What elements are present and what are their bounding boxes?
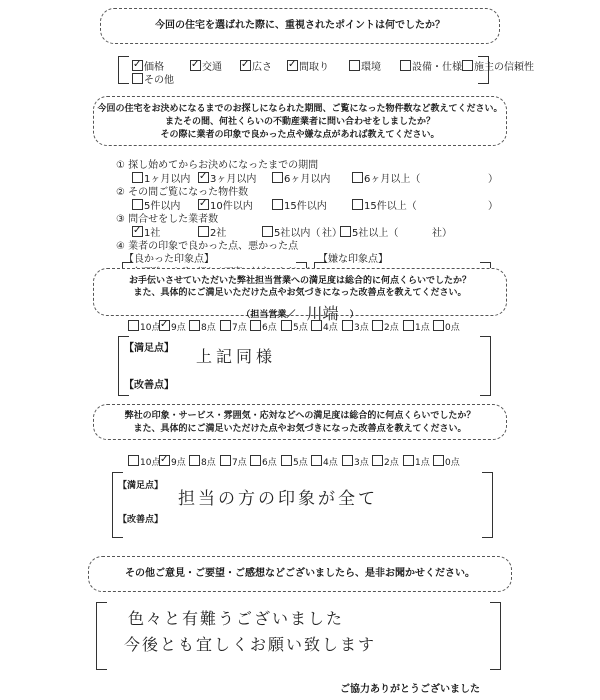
q3-rep-line	[94, 299, 506, 322]
checkbox-icon[interactable]	[272, 199, 283, 210]
option-label: 5点	[293, 458, 308, 468]
option-label: 7点	[232, 458, 247, 468]
option-label: 5点	[293, 323, 308, 333]
q2-sub1-option	[352, 170, 420, 185]
q3-line1: お手伝いさせていただいた弊社担当営業への満足度は総合的に何点くらいでしたか？	[128, 276, 471, 286]
checkbox-icon[interactable]	[281, 320, 292, 331]
option-label: 間取り	[299, 62, 329, 73]
q3-score-option	[433, 320, 460, 333]
q4-satisfied-text: 担当の方の印象が全て	[178, 489, 378, 509]
option-label: 6ヶ月以上（	[364, 174, 421, 185]
option-label: 5件以内	[144, 201, 181, 212]
q4-score-option	[433, 455, 460, 468]
checkbox-icon[interactable]	[403, 320, 414, 331]
checkbox-icon[interactable]	[287, 60, 298, 71]
q2-sub4-title: ④ 業者の印象で良かった点、悪かった点	[116, 241, 299, 252]
q5-bracket-right	[490, 602, 501, 670]
q2-sub3-option	[340, 224, 398, 239]
option-label: 6ヶ月以内	[284, 174, 331, 185]
q3-score-option	[372, 320, 399, 333]
option-label: 4点	[323, 323, 338, 333]
checkbox-icon[interactable]	[198, 172, 209, 183]
checkbox-icon[interactable]	[220, 455, 231, 466]
q3-score-option	[311, 320, 338, 333]
option-label: 環境	[361, 62, 381, 73]
q2-sub3-title: ③ 問合せをした業者数	[116, 214, 219, 225]
option-label: 1点	[415, 458, 430, 468]
q2-bad-label: 【嫌な印象点】	[318, 254, 388, 265]
option-label: 8点	[201, 323, 216, 333]
q4-score-option	[403, 455, 430, 468]
option-label: 6点	[262, 323, 277, 333]
q3-score-option	[220, 320, 247, 333]
option-label: 1点	[415, 323, 430, 333]
option-label: 9点	[171, 458, 186, 468]
q5-answer-line2: 今後とも宜しくお願い致します	[124, 635, 377, 654]
checkbox-icon[interactable]	[311, 320, 322, 331]
checkbox-icon[interactable]	[352, 199, 363, 210]
q4-score-option	[128, 455, 160, 468]
q2-sub2-option	[272, 197, 327, 212]
option-label: 3点	[354, 458, 369, 468]
q4-question-box	[93, 404, 507, 440]
q5-question-box	[88, 556, 512, 592]
q4-satisfied-label: 【満足点】	[118, 481, 164, 491]
q3-score-option	[281, 320, 308, 333]
q3-score-option	[159, 320, 186, 333]
q2-line3: その際に業者の印象で良かった点や嫌な点があれば教えてください。	[160, 130, 440, 140]
q2-sub1-close: ）	[488, 174, 498, 185]
q4-score-option	[311, 455, 338, 468]
checkbox-icon[interactable]	[433, 320, 444, 331]
q3-line3-close: ）	[349, 310, 359, 320]
option-label: 設備・仕様	[412, 62, 462, 73]
q1-question: 今回の住宅を選ばれた際に、重視されたポイントは何でしたか？	[155, 20, 445, 31]
option-label: 0点	[445, 458, 460, 468]
q1-option	[132, 71, 174, 86]
q4-line2: また、具体的にご満足いただけた点やお気づきになった改善点を教えてください。	[133, 424, 467, 434]
option-label: 広さ	[252, 62, 272, 73]
q3-score-option	[250, 320, 277, 333]
option-label: 7点	[232, 323, 247, 333]
q2-question-box	[93, 96, 507, 146]
q4-score-option	[159, 455, 186, 468]
q3-score-option	[342, 320, 369, 333]
q4-score-option	[250, 455, 277, 468]
q2-line2: またその間、何社くらいの不動産業者に問い合わせをしましたか？	[164, 117, 435, 127]
checkbox-icon[interactable]	[342, 320, 353, 331]
q4-improve-label: 【改善点】	[118, 515, 164, 525]
checkbox-icon[interactable]	[132, 199, 143, 210]
checkbox-icon[interactable]	[311, 455, 322, 466]
option-label: 1社	[144, 228, 161, 239]
q3-improve-label: 【改善点】	[124, 380, 174, 391]
q4-score-option	[281, 455, 308, 468]
checkbox-icon[interactable]	[220, 320, 231, 331]
checkbox-icon[interactable]	[240, 60, 251, 71]
option-label: 10件以内	[210, 201, 253, 212]
q2-sub1-title: ① 探し始めてからお決めになったまでの期間	[116, 160, 319, 171]
checkbox-icon[interactable]	[189, 455, 200, 466]
option-label: 施主の信頼性	[474, 62, 534, 73]
checkbox-icon[interactable]	[189, 320, 200, 331]
checkbox-icon[interactable]	[132, 60, 143, 71]
q3-score-option	[128, 320, 160, 333]
q4-bracket-right	[482, 472, 493, 538]
checkbox-icon[interactable]	[198, 226, 209, 237]
checkbox-icon[interactable]	[132, 172, 143, 183]
option-label: 1ヶ月以内	[144, 174, 191, 185]
checkbox-icon[interactable]	[403, 455, 414, 466]
option-label: 15件以内	[284, 201, 327, 212]
q4-score-option	[372, 455, 399, 468]
q3-satisfied-label: 【満足点】	[124, 343, 174, 354]
option-label: 3点	[354, 323, 369, 333]
q2-sub1-option	[272, 170, 330, 185]
option-label: 2点	[384, 323, 399, 333]
option-label: 2点	[384, 458, 399, 468]
q5-answer-line1: 色々と有難うございました	[128, 609, 345, 628]
q2-sub3-unit2: 社）	[432, 228, 452, 239]
option-label: 9点	[171, 323, 186, 333]
q2-sub2-option	[352, 197, 417, 212]
q3-satisfied-text: 上記同様	[196, 347, 277, 366]
checkbox-icon[interactable]	[250, 320, 261, 331]
checkbox-icon[interactable]	[281, 455, 292, 466]
checkbox-icon[interactable]	[250, 455, 261, 466]
q3-line3: （担当営業／	[241, 310, 296, 320]
q3-rep-name: 川端	[306, 304, 339, 323]
checkbox-icon[interactable]	[272, 172, 283, 183]
q4-score-option	[342, 455, 369, 468]
option-label: 4点	[323, 458, 338, 468]
option-label: 5社以上（	[352, 228, 399, 239]
option-label: 6点	[262, 458, 277, 468]
q2-sub3-unit1: 社）	[322, 228, 342, 239]
option-label: 3ヶ月以内	[210, 174, 257, 185]
q1-option	[190, 58, 222, 73]
checkbox-icon[interactable]	[462, 60, 473, 71]
q4-score-option	[220, 455, 247, 468]
option-label: その他	[144, 75, 174, 86]
q1-option	[349, 58, 381, 73]
checkbox-icon[interactable]	[433, 455, 444, 466]
q2-line1: 今回の住宅をお決めになるまでのお探しになられた期間、ご覧になった物件数など教えてください。	[97, 104, 503, 114]
option-label: 交通	[202, 62, 222, 73]
q3-line2: また、具体的にご満足いただけた点やお気づきになった改善点を教えてください。	[133, 288, 467, 298]
q2-sub2-close: ）	[488, 201, 498, 212]
q3-bracket-right	[480, 336, 491, 396]
q5-bracket-left	[96, 602, 107, 670]
q3-question-box	[93, 268, 507, 323]
checkbox-icon[interactable]	[342, 455, 353, 466]
footer-thanks: ご協力ありがとうございました	[340, 684, 480, 695]
option-label: 5社以内（	[274, 228, 321, 239]
q1-bracket-left	[118, 56, 129, 84]
q1-question-box	[100, 8, 500, 44]
q3-score-option	[189, 320, 216, 333]
option-label: 0点	[445, 323, 460, 333]
q1-option	[462, 58, 534, 73]
checkbox-icon[interactable]	[372, 455, 383, 466]
option-label: 15件以上（	[364, 201, 417, 212]
checkbox-icon[interactable]	[262, 226, 273, 237]
option-label: 10点	[140, 458, 161, 468]
checkbox-icon[interactable]	[352, 172, 363, 183]
checkbox-icon[interactable]	[159, 455, 170, 466]
option-label: 8点	[201, 458, 216, 468]
q4-score-option	[189, 455, 216, 468]
checkbox-icon[interactable]	[372, 320, 383, 331]
q5-question: その他ご意見・ご要望・ご感想などございましたら、是非お聞かせください。	[125, 568, 475, 579]
checkbox-icon[interactable]	[128, 320, 139, 331]
checkbox-icon[interactable]	[400, 60, 411, 71]
checkbox-icon[interactable]	[159, 320, 170, 331]
q2-sub2-title: ② その間ご覧になった物件数	[116, 187, 249, 198]
q3-score-option	[403, 320, 430, 333]
q1-option	[287, 58, 329, 73]
option-label: 2社	[210, 228, 227, 239]
q1-option	[400, 58, 462, 73]
checkbox-icon[interactable]	[349, 60, 360, 71]
checkbox-icon[interactable]	[128, 455, 139, 466]
checkbox-icon[interactable]	[198, 199, 209, 210]
q2-good-label: 【良かった印象点】	[124, 254, 214, 265]
checkbox-icon[interactable]	[132, 226, 143, 237]
checkbox-icon[interactable]	[190, 60, 201, 71]
option-label: 価格	[144, 62, 164, 73]
option-label: 10点	[140, 323, 161, 333]
q1-option	[240, 58, 272, 73]
q4-line1: 弊社の印象・サービス・雰囲気・応対などへの満足度は総合的に何点くらいでしたか？	[124, 411, 476, 421]
checkbox-icon[interactable]	[132, 73, 143, 84]
